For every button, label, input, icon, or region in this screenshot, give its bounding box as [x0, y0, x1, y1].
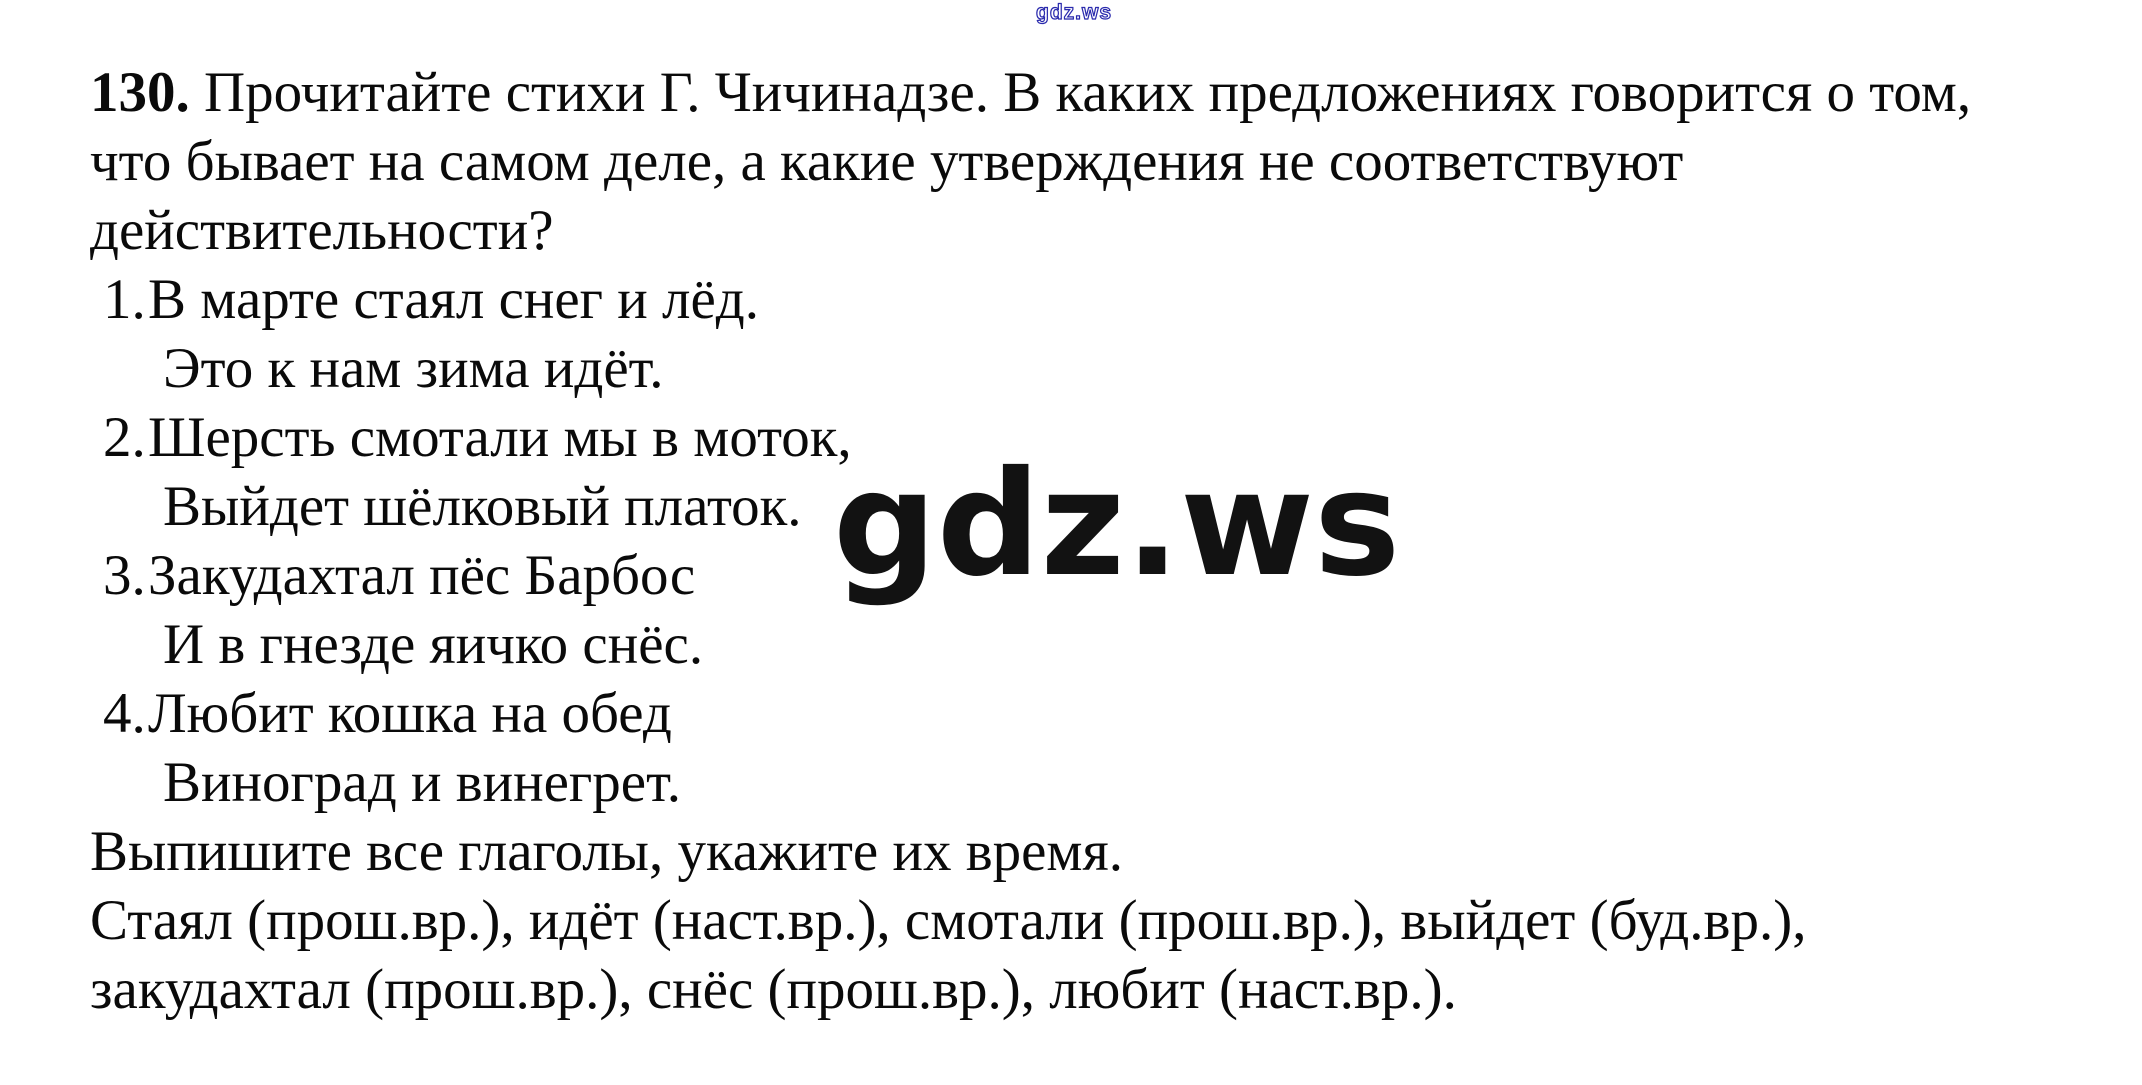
verse-4-line-2: Виноград и винегрет. — [163, 751, 681, 814]
exercise-intro-text-1: Прочитайте стихи Г. Чичинадзе. В каких предложениях говорится о том, — [204, 61, 1972, 124]
verse-2-text-1: Шерсть смотали мы в моток, — [148, 406, 852, 469]
verse-1-text-1: В марте стаял снег и лёд. — [148, 268, 760, 331]
verse-3-number: 3. — [103, 544, 146, 607]
exercise-intro-line-1 — [90, 58, 2080, 127]
verse-3-line-2: И в гнезде яичко снёс. — [163, 613, 704, 676]
verse-1-line-1 — [103, 265, 2080, 334]
answer-line-2: закудахтал (прош.вр.), снёс (прош.вр.), любит (наст.вр.). — [90, 958, 1457, 1021]
verse-1-number: 1. — [103, 268, 146, 331]
gdz-watermark-small: gdz.ws — [1036, 1, 1113, 24]
verse-2-line-2: Выйдет шёлковый платок. — [163, 475, 802, 538]
verse-1-line-2: Это к нам зима идёт. — [163, 337, 664, 400]
verse-4-line-1 — [103, 679, 2080, 748]
exercise-intro-line-2: что бывает на самом деле, а какие утверждения не соответствуют — [90, 130, 1684, 193]
gdz-watermark-large: gdz.ws — [833, 440, 1401, 609]
verse-2-number: 2. — [103, 406, 146, 469]
exercise-number: 130. — [90, 61, 190, 124]
verse-3-text-1: Закудахтал пёс Барбос — [148, 544, 696, 607]
verse-4-number: 4. — [103, 682, 146, 745]
answer-line-1: Стаял (прош.вр.), идёт (наст.вр.), смотали (прош.вр.), выйдет (буд.вр.), — [90, 889, 1807, 952]
exercise-intro-line-3: действительности? — [90, 199, 554, 262]
verse-4-text-1: Любит кошка на обед — [148, 682, 672, 745]
task-line: Выпишите все глаголы, укажите их время. — [90, 820, 1123, 883]
